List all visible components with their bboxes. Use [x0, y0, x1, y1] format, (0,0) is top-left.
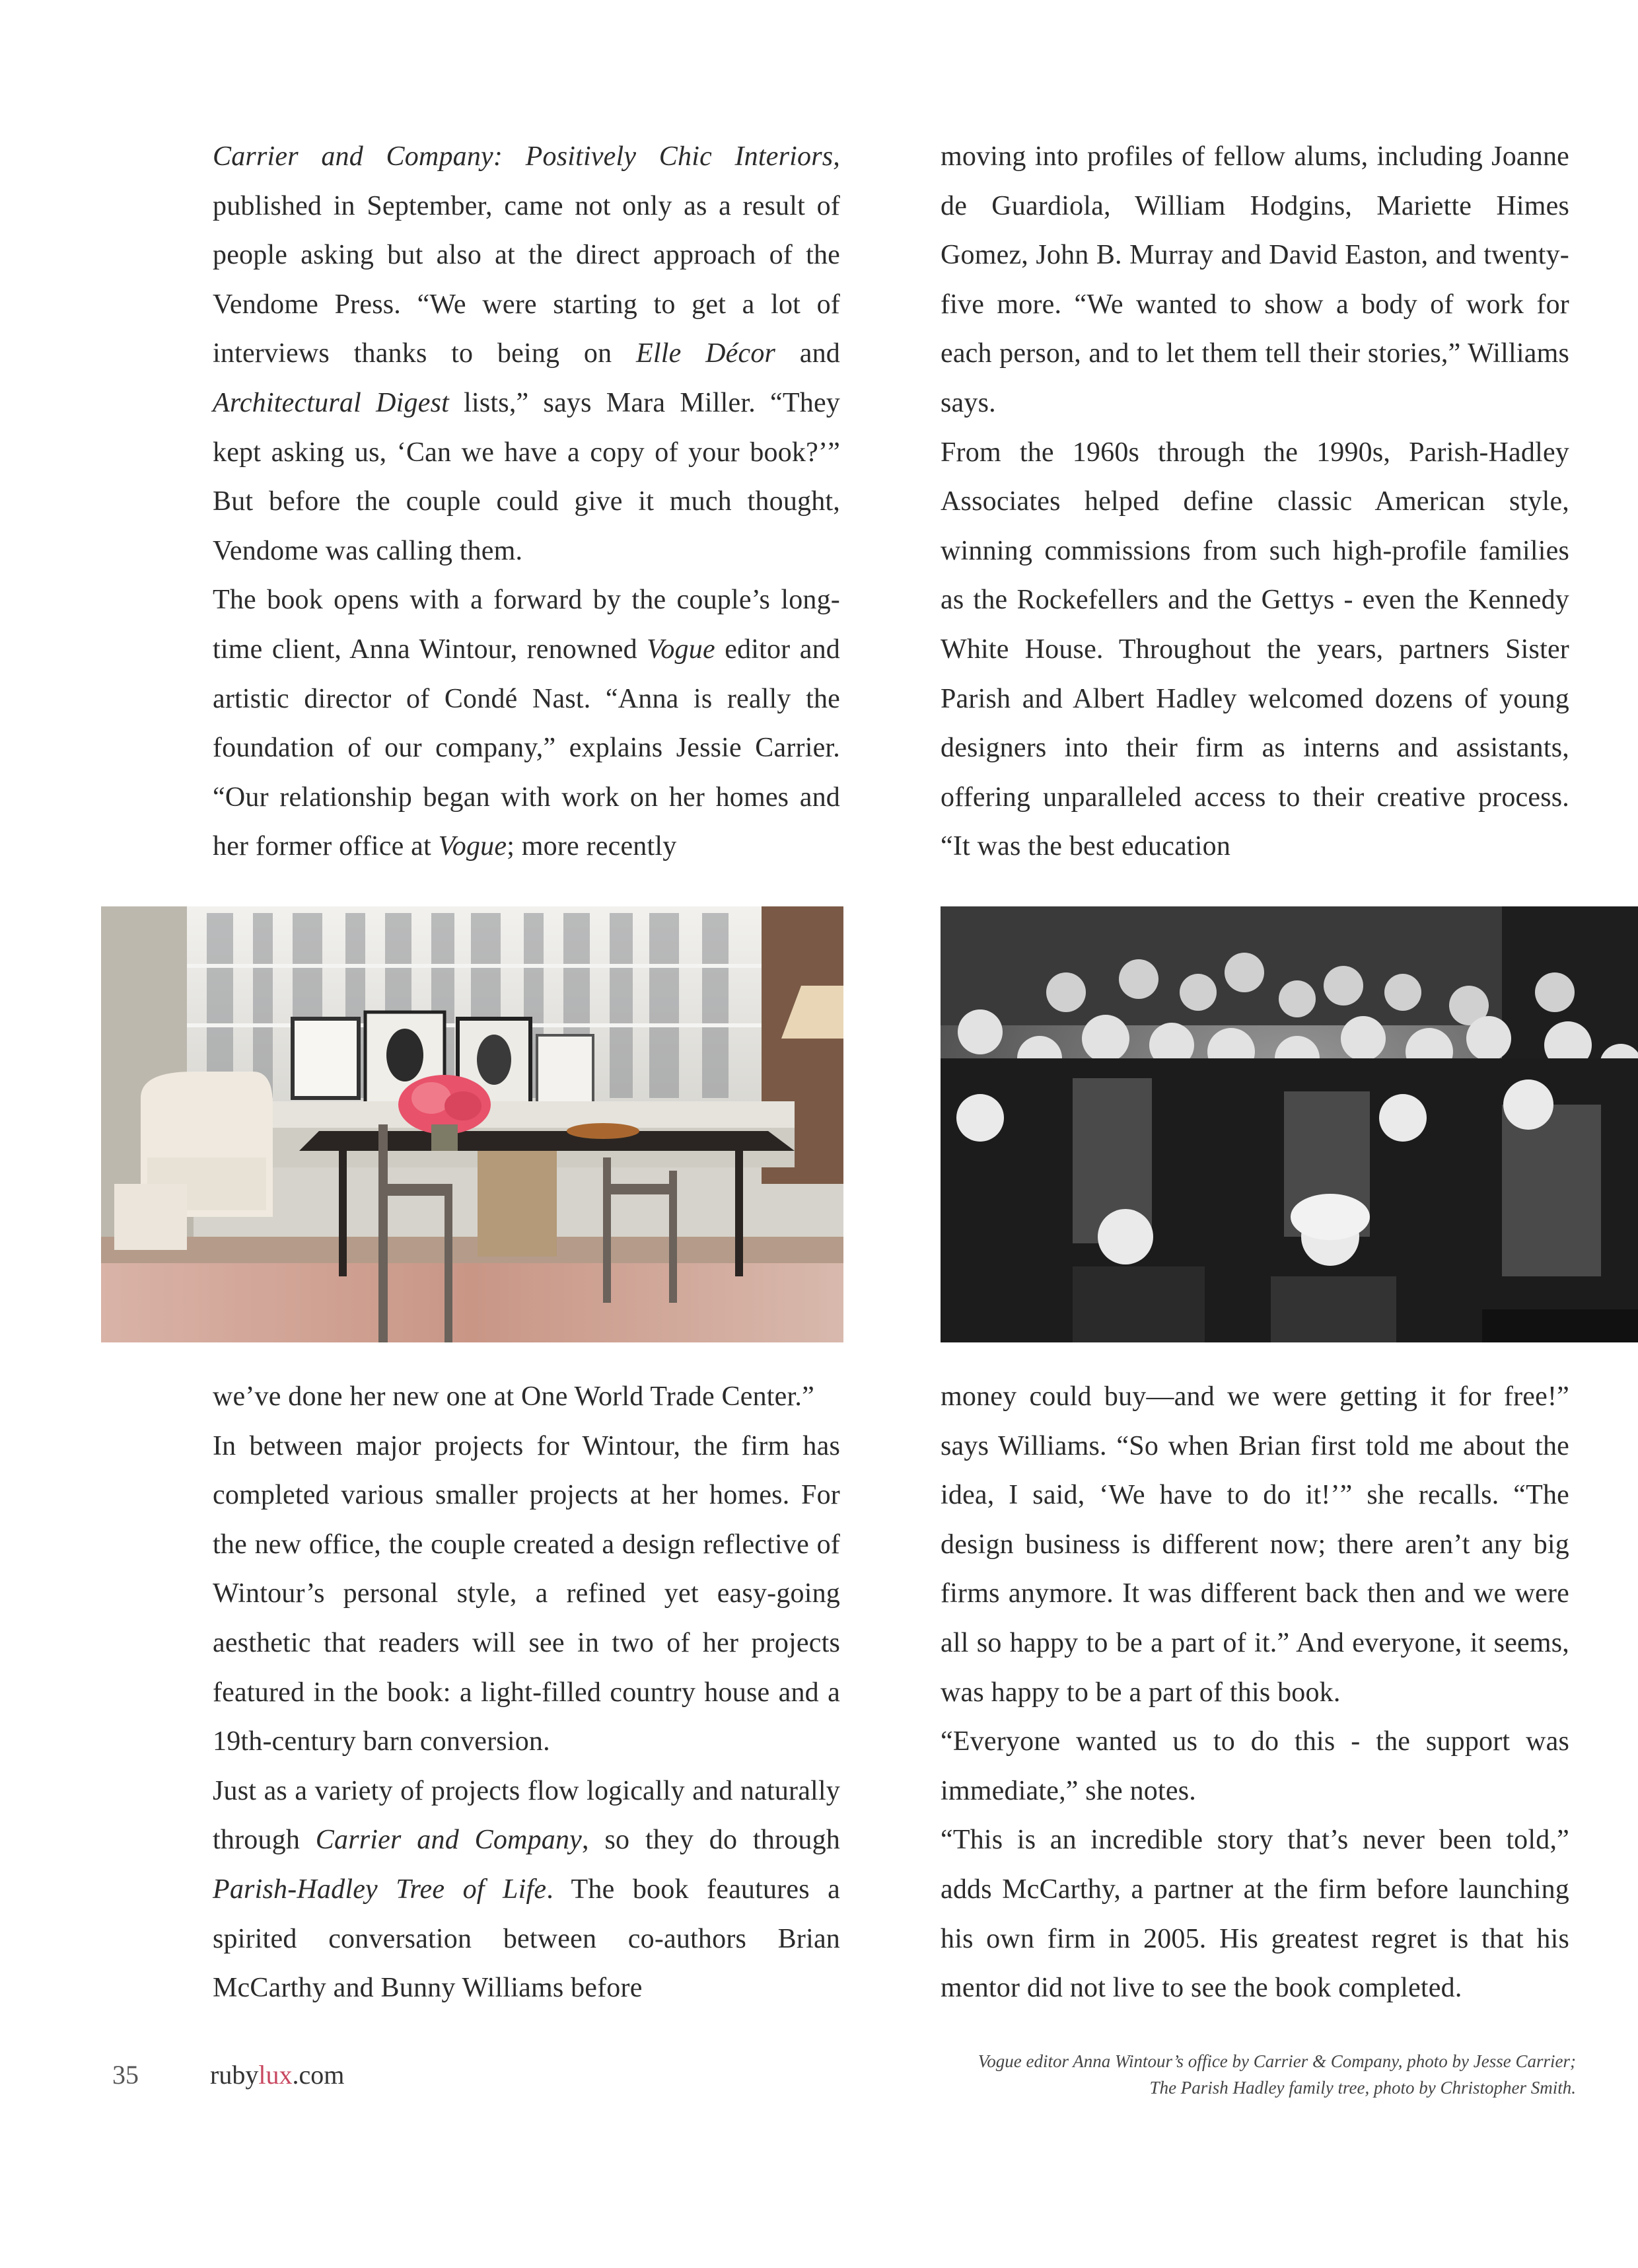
- photo-caption: Vogue editor Anna Wintour’s office by Carrier & Company, photo by Jesse Carrier; The Parish Hadley family tree, photo by Christopher Smith.: [978, 2051, 1576, 2098]
- article-column-left-top: [213, 132, 840, 871]
- paragraph: “Everyone wanted us to do this - the support was immediate,” she notes.: [941, 1726, 1569, 1806]
- office-interior-photo: [101, 906, 843, 1342]
- paragraph: In between major projects for Wintour, the firm has completed various smaller projects at her homes. For the new office, the couple created a design reflective of Wintour’s personal style, a refined yet easy-going aesthetic that readers will see in two of her projects featured in the book: a light-filled country house and a 19th-century barn conversion.: [213, 1430, 840, 1757]
- parish-hadley-group-photo: [941, 906, 1638, 1342]
- paragraph: we’ve done her new one at One World Trade Center.”: [213, 1381, 814, 1412]
- article-column-right-bottom: [941, 1372, 1569, 2013]
- paragraph: “This is an incredible story that’s never been told,” adds McCarthy, a partner at the firm before launching his own firm in 2005. His greatest regret is that his mentor did not live to see the book completed.: [941, 1825, 1569, 2004]
- paragraph: The book opens with a forward by the couple’s long-time client, Anna Wintour, renowned Vogue editor and artistic director of Condé Nast. “Anna is really the foundation of our company,” explains Jessie Carrier. “Our relationship began with work on her homes and her former office at Vogue; more recently: [213, 585, 840, 862]
- page-number: 35: [112, 2060, 139, 2090]
- paragraph: money could buy—and we were getting it for free!” says Williams. “So when Brian first told me about the idea, I said, ‘We have to do it!’” she recalls. “The design business is different now; there aren’t any big firms anymore. It was different back then and we were all so happy to be a part of it.” And everyone, it seems, was happy to be a part of this book.: [941, 1381, 1569, 1708]
- site-url: rubylux.com: [210, 2060, 345, 2090]
- article-column-left-bottom: [213, 1372, 840, 2013]
- article-column-right-top: [941, 132, 1569, 871]
- paragraph: Just as a variety of projects flow logically and naturally through Carrier and Company, so they do through Parish-Hadley Tree of Life. The book feautures a spirited conversation between co-authors Brian McCarthy and Bunny Williams before: [213, 1775, 840, 2004]
- paragraph: From the 1960s through the 1990s, Parish-Hadley Associates helped define classic American style, winning commissions from such high-profile families as the Rockefellers and the Gettys - even the Kennedy White House. Throughout the years, partners Sister Parish and Albert Hadley welcomed dozens of young designers into their firm as interns and assistants, offering unparalleled access to their creative process. “It was the best education: [941, 437, 1569, 862]
- paragraph: Carrier and Company: Positively Chic Interiors, published in September, came not only as a result of people asking but also at the direct approach of the Vendome Press. “We were starting to get a lot of interviews thanks to being on Elle Décor and Architectural Digest lists,” says Mara Miller. “They kept asking us, ‘Can we have a copy of your book?’” But before the couple could give it much thought, Vendome was calling them.: [213, 141, 840, 566]
- paragraph: moving into profiles of fellow alums, including Joanne de Guardiola, William Hodgins, Mariette Himes Gomez, John B. Murray and David Easton, and twenty-five more. “We wanted to show a body of work for each person, and to let them tell their stories,” Williams says.: [941, 141, 1569, 418]
